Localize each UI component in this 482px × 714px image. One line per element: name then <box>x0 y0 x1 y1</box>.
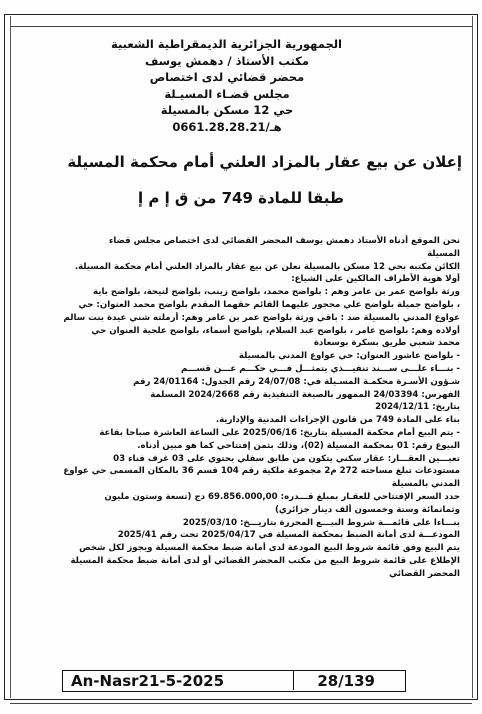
body-line: ، بلواضح جميلة بلواضح علي محجور عليهما القائم حقهما المقدم بلواضح محمد العنوان: حي <box>78 299 460 310</box>
body-line: أولا هوية الأطراف المالكين على الشياع: <box>291 274 460 285</box>
publication-footer <box>62 670 406 692</box>
bailiff-letterhead <box>112 36 342 136</box>
top-divider <box>10 26 472 27</box>
body-line: ورثة بلواضح عمر بن عامر وهم : بلواضح محمد، بلواضح زينب، بلواضح لنيحة، بلواضح باية <box>93 287 460 298</box>
header-line: هـ/0661.28.28.21 <box>172 119 282 134</box>
body-line: الكائن مكتبه بحي 12 مسكن بالمسيلة نعلن عن بيع عقار بالمزاد العلني أمام محكمة المسيلة. <box>74 261 460 272</box>
body-line: وثمانمائة وستة وخمسون ألف دينار جزائري) <box>274 504 460 515</box>
footer-separator <box>293 671 294 690</box>
body-line: - بلواضح عاشور العنوان: حي عواوع المدني بالمسيلة <box>238 351 460 362</box>
body-line: أولاده وهم: بلواضح عامر ، بلواضح عبد السلام، بلواضح أسماء، بلواضح علجية العنوان حي <box>91 325 460 336</box>
header-line: مكتب الأستاذ / دهمش يوسف <box>145 53 309 68</box>
body-line: - يتم البيع أمام محكمة المسيلة بتاريخ: 2025/06/16 على الساعة العاشرة صباحا بقاعة <box>99 427 460 438</box>
body-line: - بنـــاء علـــى ســـند تنفيـــذي يتمثـــل فـــي حكـــم عـــن قســـم <box>180 363 460 374</box>
body-line: المسيلة <box>427 248 460 259</box>
left-column-line <box>10 16 11 698</box>
body-line: تعيـــين العقـــار: عقار سكني يتكون من طابق سفلي يحتوي على 03 غرف فناء 03 <box>113 453 460 464</box>
body-line: شـؤون الأسـرة محكمـة المسـيلة في: 24/07/08 رقم الجدول: 24/01164 رقم <box>133 376 460 387</box>
body-line: حدد السعر الإفتتاحي للعقـار بمبلغ قـــدره: 69.856.000,00 دج (تسعة وستون مليون <box>104 491 460 502</box>
body-line: المدني بالمسيلة <box>391 479 460 490</box>
body-line: محمد شعبي طريق بسكرة بوسعادة <box>313 338 460 349</box>
bottom-divider <box>10 703 472 704</box>
announcement-title: إعلان عن بيع عقار بالمزاد العلني أمام محكمة المسيلة <box>67 153 462 171</box>
body-signature: المحضر القضائي <box>389 568 460 579</box>
body-line: عواوع المدني بالمسيلة ضد : باقي ورثة بلواضح عمر بن عامر وهم: أرملته شني عيدة بنت سالم <box>63 312 460 323</box>
publication-date: An-Nasr21-5-2025 <box>71 672 225 690</box>
body-line: البيوع رقم: 01 بمحكمة المسيلة (02)، وذلك بثمن إفتتاحي كما هو مبين أدناه. <box>137 440 460 451</box>
body-line: يتم البيع وفق قائمة شروط البيع المودعة لدى أمانة ضبط محكمة المسيلة ويجوز لكل شخص <box>79 543 460 554</box>
header-line: حي 12 مسكن بالمسيلة <box>160 103 294 118</box>
body-line: بناء على المادة 749 من قانون الإجراءات المدنية والإدارية. <box>215 415 460 426</box>
body-line: الفهرس: 24/03394 الممهور بالصيغة التنفيذية رقم 2024/2668 المسلمة <box>150 389 460 400</box>
body-line: بتاريخ: 2024/12/11 <box>375 402 460 413</box>
header-line: محضر قضائي لدى اختصاص <box>149 70 305 85</box>
body-line: مستودعات تبلغ مساحته 272 م2 مجموعة ملكية رقم 104 قسم 36 بالمكان المسمى حي عواوع <box>63 466 460 477</box>
body-line: المودعـــة لدى أمانة الضبط بمحكمة المسيلة في 2025/04/17 تحت رقم 2025/41 <box>117 530 460 541</box>
announcement-subtitle: طبقا للمادة 749 من ق إ م إ <box>137 189 345 207</box>
right-column-line <box>472 16 473 698</box>
body-line: بنـــاءا على قائمـــة شروط البيـــع المحررة بتاريـــخ: 2025/03/10 <box>182 517 460 528</box>
body-line: نحن الموقع أدناه الأستاذ دهمش يوسف المحضر القضائي لدى اختصاص مجلس قضاء <box>108 236 460 246</box>
page-number: 28/139 <box>317 672 375 690</box>
body-line: الإطلاع على قائمة شروط البيع من مكتب المحضر القضائي أو لدى أمانة ضبط محكمة المسيلة <box>70 555 460 566</box>
header-line: مجلس قضـاء المسيـلة <box>164 86 290 101</box>
header-line: الجمهورية الجزائرية الديمقراطية الشعبية <box>110 37 342 51</box>
announcement-body <box>22 235 460 581</box>
